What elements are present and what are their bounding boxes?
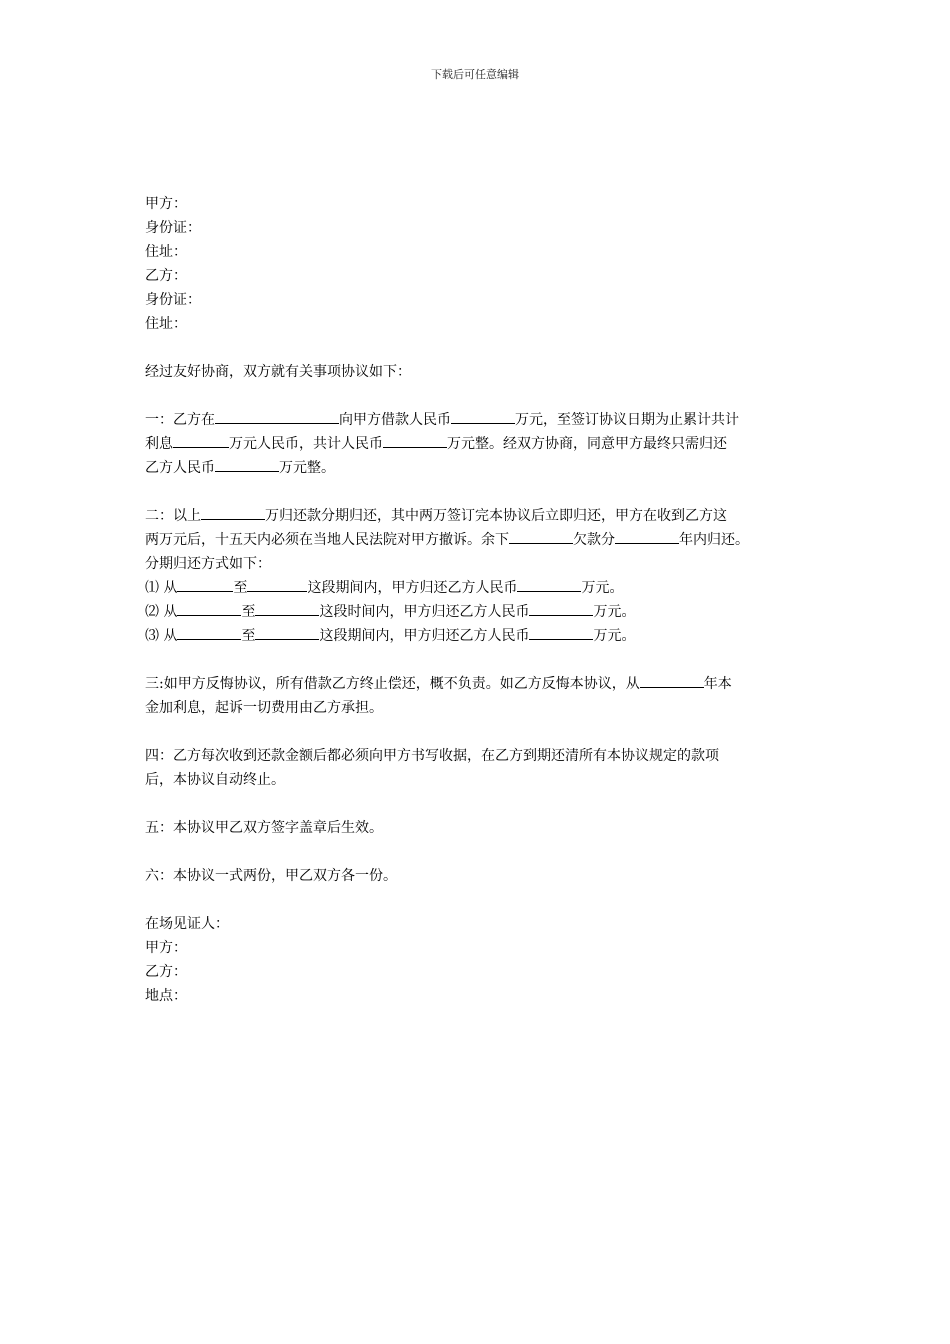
clause2-text: 欠款分 bbox=[573, 532, 615, 548]
party-b-address-label: 住址： bbox=[145, 316, 187, 332]
witness-section bbox=[145, 912, 810, 1008]
clause-2 bbox=[145, 504, 810, 648]
clause-6: 六：本协议一式两份，甲乙双方各一份。 bbox=[145, 868, 397, 884]
blank-field bbox=[383, 432, 447, 448]
clause4-line: 四：乙方每次收到还款金额后都必须向甲方书写收据，在乙方到期还清所有本协议规定的款项 bbox=[145, 748, 719, 764]
witness-party-a: 甲方： bbox=[145, 940, 187, 956]
party-b-label: 乙方： bbox=[145, 268, 187, 284]
blank-field bbox=[247, 576, 307, 592]
witness-party-b: 乙方： bbox=[145, 964, 187, 980]
clause-5: 五：本协议甲乙双方签字盖章后生效。 bbox=[145, 820, 383, 836]
party-a-id-label: 身份证： bbox=[145, 220, 201, 236]
clause1-text: 万元，至签订协议日期为止累计共计 bbox=[515, 412, 739, 428]
clause3-text: 金加利息，起诉一切费用由乙方承担。 bbox=[145, 700, 383, 716]
clause1-text: 万元人民币，共计人民币 bbox=[229, 436, 383, 452]
witness-place: 地点： bbox=[145, 988, 187, 1004]
installment-item-2: ⑵ 从 至 这段时间内，甲方归还乙方人民币 万元。 bbox=[145, 600, 810, 624]
blank-field bbox=[255, 600, 319, 616]
clause-1 bbox=[145, 408, 810, 480]
blank-field bbox=[215, 408, 339, 424]
blank-field bbox=[173, 432, 229, 448]
clause-4 bbox=[145, 744, 810, 792]
installment-heading: 分期归还方式如下： bbox=[145, 556, 271, 572]
clause1-text: 向甲方借款人民币 bbox=[339, 412, 451, 428]
clause-3 bbox=[145, 672, 810, 720]
blank-field bbox=[177, 600, 241, 616]
blank-field bbox=[451, 408, 515, 424]
installment-item-3: ⑶ 从 至 这段期间内，甲方归还乙方人民币 万元。 bbox=[145, 624, 810, 648]
clause2-text: 两万元后，十五天内必须在当地人民法院对甲方撤诉。余下 bbox=[145, 532, 509, 548]
blank-field bbox=[201, 504, 265, 520]
clause1-text: 万元整。 bbox=[279, 460, 335, 476]
blank-field bbox=[517, 576, 581, 592]
party-a-label: 甲方： bbox=[145, 196, 187, 212]
blank-field bbox=[529, 600, 593, 616]
blank-field bbox=[177, 624, 241, 640]
party-b-id-label: 身份证： bbox=[145, 292, 201, 308]
installment-item-1: ⑴ 从 至 这段期间内，甲方归还乙方人民币 万元。 bbox=[145, 576, 810, 600]
clause4-line: 后，本协议自动终止。 bbox=[145, 772, 285, 788]
blank-field bbox=[640, 672, 704, 688]
clause1-text: 万元整。经双方协商，同意甲方最终只需归还 bbox=[447, 436, 727, 452]
clause1-text: 乙方人民币 bbox=[145, 460, 215, 476]
blank-field bbox=[255, 624, 319, 640]
page-header: 下载后可任意编辑 bbox=[431, 68, 519, 81]
witness-title: 在场见证人： bbox=[145, 916, 229, 932]
clause3-text: 年本 bbox=[703, 676, 732, 692]
clause2-text: 二：以上 bbox=[145, 508, 201, 524]
blank-field bbox=[509, 528, 573, 544]
clause1-text: 利息 bbox=[145, 436, 173, 452]
blank-field bbox=[529, 624, 593, 640]
clause2-text: 万归还款分期归还，其中两万签订完本协议后立即归还，甲方在收到乙方这 bbox=[265, 508, 727, 524]
clause2-text: 年内归还。 bbox=[679, 532, 749, 548]
clause1-text: 一：乙方在 bbox=[145, 412, 215, 428]
party-a-address-label: 住址： bbox=[145, 244, 187, 260]
intro-text: 经过友好协商，双方就有关事项协议如下： bbox=[145, 364, 411, 380]
parties-section bbox=[145, 192, 810, 336]
blank-field bbox=[215, 456, 279, 472]
blank-field bbox=[177, 576, 233, 592]
agreement-body bbox=[145, 192, 810, 1008]
blank-field bbox=[615, 528, 679, 544]
clause3-text: 三:如甲方反悔协议，所有借款乙方终止偿还，概不负责。如乙方反悔本协议，从 bbox=[145, 676, 640, 692]
